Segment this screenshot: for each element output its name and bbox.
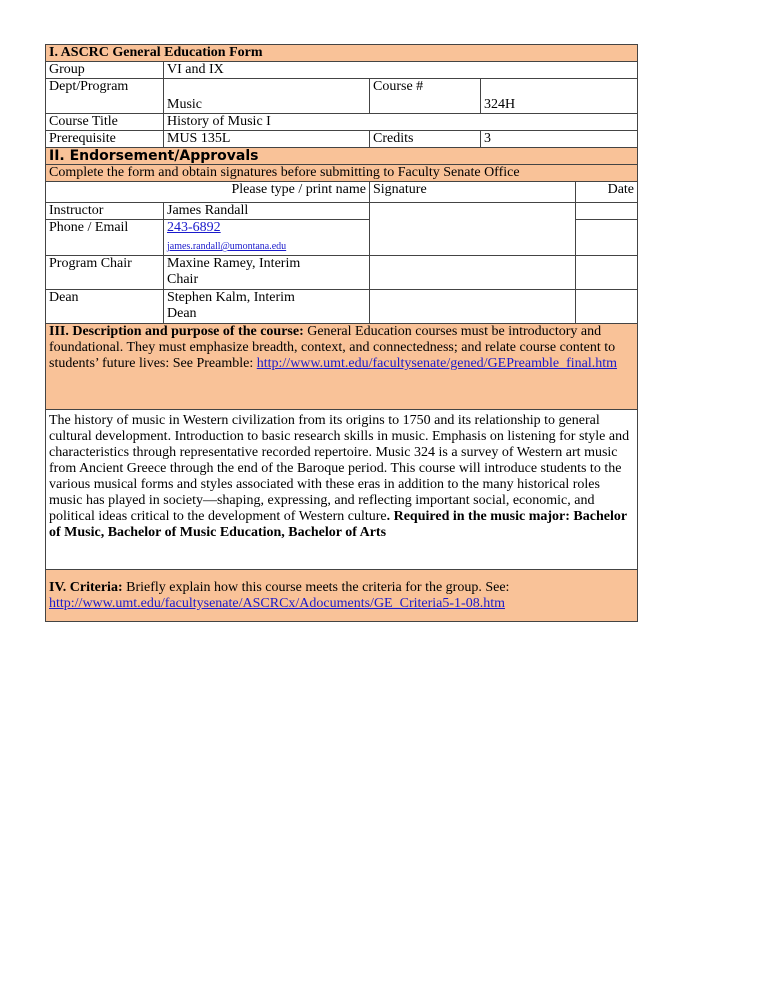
- print-name-header: Please type / print name: [46, 182, 370, 203]
- section4-cell: [46, 570, 638, 622]
- course-title-label: Course Title: [46, 114, 164, 131]
- instructor-signature[interactable]: [370, 203, 576, 256]
- dean-name-cell[interactable]: [164, 290, 370, 324]
- prereq-label: Prerequisite: [46, 131, 164, 148]
- preamble-link[interactable]: http://www.umt.edu/facultysenate/gened/GEPreamble_final.htm: [256, 356, 618, 371]
- prereq-value[interactable]: MUS 135L: [164, 131, 370, 148]
- course-num-label: Course #: [370, 79, 481, 114]
- section2-title: II. Endorsement/Approvals: [46, 148, 638, 165]
- section3-intro-cell: [46, 324, 638, 410]
- phone-date[interactable]: [576, 220, 638, 256]
- chair-date[interactable]: [576, 256, 638, 290]
- section3-intro: General Education courses must be introductory and foundational. They must emphasize breadth, context, and connectedness; and relate course content to students’ future lives: See Preamble:: [49, 324, 616, 371]
- signature-header: Signature: [370, 182, 576, 203]
- chair-label: Program Chair: [46, 256, 164, 290]
- section3-heading: III. Description and purpose of the course:: [49, 324, 304, 339]
- section2-note: Complete the form and obtain signatures before submitting to Faculty Senate Office: [46, 165, 638, 182]
- phone-label: Phone / Email: [46, 220, 164, 256]
- section1-title: I. ASCRC General Education Form: [46, 45, 638, 62]
- dean-name-line1: Stephen Kalm, Interim: [167, 290, 295, 305]
- major-requirement: . Required in the music major: Bachelor of Music, Bachelor of Music Education, Bachelor of Arts: [49, 509, 627, 540]
- instructor-date[interactable]: [576, 203, 638, 220]
- criteria-link[interactable]: http://www.umt.edu/facultysenate/ASCRCx/Adocuments/GE_Criteria5-1-08.htm: [49, 596, 505, 611]
- dean-name-line2: Dean: [167, 306, 197, 321]
- course-description: The history of music in Western civilization from its origins to 1750 and its relationship to general cultural development. Introduction to basic research skills in music. Emphasis on listening for style and characteristics through representative recorded repertoire. Music 324 is a survey of Western art music from Ancient Greece through the end of the Baroque period. This course will introduce students to the various musical forms and styles associated with these eras in addition to the many historical roles music has played in society—shaping, expressing, and reflecting important social, economic, and political ideas critical to the development of Western culture: [49, 413, 630, 524]
- dept-value[interactable]: Music: [164, 79, 370, 114]
- course-title-value[interactable]: History of Music I: [164, 114, 638, 131]
- dean-signature[interactable]: [370, 290, 576, 324]
- phone-value[interactable]: 243-6892: [167, 220, 221, 235]
- gen-ed-form: [45, 44, 637, 622]
- credits-value[interactable]: 3: [481, 131, 638, 148]
- form-table: [45, 44, 638, 622]
- email-value[interactable]: james.randall@umontana.edu: [167, 241, 287, 252]
- instructor-label: Instructor: [46, 203, 164, 220]
- phone-email-cell[interactable]: [164, 220, 370, 256]
- chair-name-cell[interactable]: [164, 256, 370, 290]
- dean-label: Dean: [46, 290, 164, 324]
- instructor-name[interactable]: James Randall: [164, 203, 370, 220]
- credits-label: Credits: [370, 131, 481, 148]
- section4-intro: Briefly explain how this course meets the criteria for the group. See:: [126, 580, 510, 595]
- chair-name-line2: Chair: [167, 272, 199, 287]
- dept-label: Dept/Program: [46, 79, 164, 114]
- chair-signature[interactable]: [370, 256, 576, 290]
- date-header: Date: [576, 182, 638, 203]
- section4-heading: IV. Criteria:: [49, 580, 123, 595]
- course-description-cell[interactable]: [46, 410, 638, 570]
- dean-date[interactable]: [576, 290, 638, 324]
- group-value[interactable]: VI and IX: [164, 62, 638, 79]
- course-num-value[interactable]: 324H: [481, 79, 638, 114]
- group-label: Group: [46, 62, 164, 79]
- chair-name-line1: Maxine Ramey, Interim: [167, 256, 301, 271]
